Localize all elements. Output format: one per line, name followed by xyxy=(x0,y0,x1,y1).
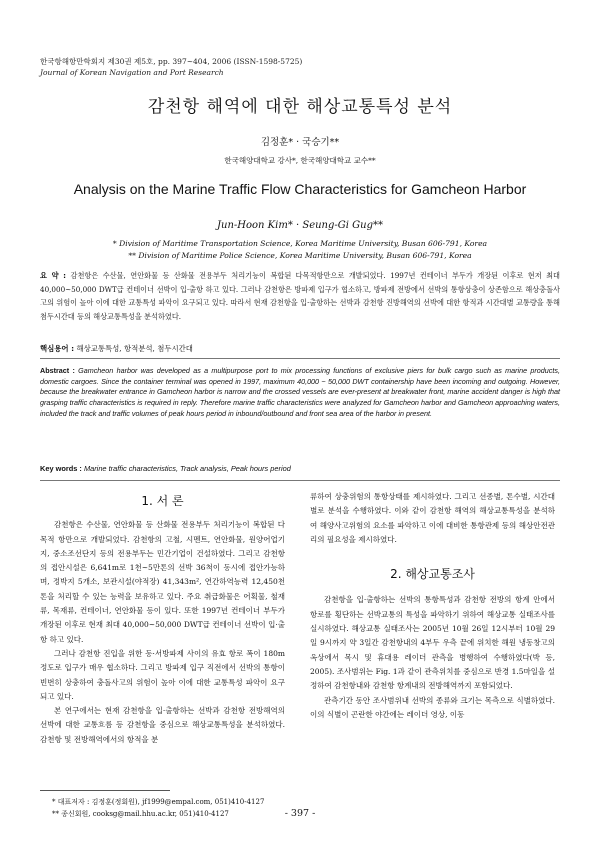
section-1-heading: 1. 서 론 xyxy=(141,494,184,508)
keywords-kr-label: 핵심용어 : xyxy=(40,344,75,353)
abstract-kr xyxy=(40,269,560,323)
affiliation-2: ** Division of Maritime Police Science, Korea Maritime University, Busan 606-791, Korea xyxy=(128,251,472,260)
left-column xyxy=(40,494,285,747)
paragraph: 그러나 감천항 진입을 위한 동·서방파제 사이의 유효 항로 폭이 180m 정도로 입구가 매우 협소하다. 그리고 방파제 입구 직전에서 선박의 통항이 빈번히 상충하여 충돌사고의 위험이 높아 이에 대한 교통특성 파악이 요구되고 있다. xyxy=(40,648,285,701)
section-2-heading: 2. 해상교통조사 xyxy=(390,567,475,582)
abstract-en-text: Gamcheon harbor was developed as a multipurpose port to mix processing functions of exclusive piers for bulk cargo such as marine products, domestic cargoes. Since the container terminal was opened in 1997, maximum 40,000 ~ 50,000 DWT containership have been incoming and outgoing. However, because the breakwater entrance in Gamcheon harbor is narrow and the crossed vessels are ever-present at breakwater front, marine accident danger is high that grasping traffic characteristics is required in reply. Therefore marine traffic characteristics were analyzed for Gamcheon harbor and Gamcheon approaching waters, included the track and traffic volumes of peak hours period in inbound/outbound and front sea area of the harbor in present. xyxy=(40,366,560,418)
journal-header xyxy=(40,56,302,78)
footnote-divider xyxy=(40,790,170,791)
keywords-en-label: Key words : xyxy=(40,464,82,473)
keywords-kr xyxy=(40,343,193,354)
keywords-kr-text: 해상교통특성, 항적분석, 첨두시간대 xyxy=(76,344,193,353)
journal-name-en: Journal of Korean Navigation and Port Research xyxy=(40,68,224,77)
paper-title-en: Analysis on the Marine Traffic Flow Characteristics for Gamcheon Harbor xyxy=(73,181,527,197)
affiliations-kr: 한국해양대학교 강사*, 한국해양대학교 교수** xyxy=(224,156,376,165)
keywords-en xyxy=(40,464,291,473)
authors-en: Jun-Hoon Kim* · Seung-Gi Gug** xyxy=(217,220,383,231)
keywords-en-text: Marine traffic characteristics, Track analysis, Peak hours period xyxy=(83,464,291,473)
paragraph: 본 연구에서는 현재 감천항을 입·출항하는 선박과 감천항 전방해역의 선박에 대한 교통흐름 등 감천항을 중심으로 해상교통특성을 분석하였다. 감천항 및 전방해역에서의 항적을 분 xyxy=(40,706,285,744)
abstract-kr-label: 요 약 : xyxy=(40,271,67,280)
divider xyxy=(40,480,560,481)
footnote-2: ** 종신회원, cooksg@mail.hhu.ac.kr, 051)410-4127 xyxy=(52,810,229,818)
authors-kr: 김정훈* · 국승기** xyxy=(260,137,340,148)
footnote-1: * 대표저자 : 김정훈(정회원), jf1999@empal.com, 051)410-4127 xyxy=(52,798,265,806)
paragraph: 관측기간 동안 조사범위내 선박의 종류와 크기는 목측으로 식별하였다. 이의 식별이 곤란한 야간에는 레이더 영상, 이동 xyxy=(310,695,555,719)
abstract-en xyxy=(40,366,560,420)
abstract-kr-text: 감천항은 수산물, 연안화물 등 산화물 전용부두 처리기능이 복합된 다목적항만으로 개발되었다. 1997년 컨테이너 부두가 개장된 이후로 현저 최대 40,000~50,000 DWT급 컨테이너 선박이 입·출항 하고 있다. 그러나 감천항은 방파제 입구가 협소하고, 방파제 전방에서 선박의 통항상충이 상존함으로 해상충돌사고의 위험이 높아 이에 대한 교통특성 파악이 요구되고 있다. 따라서 현재 감천항을 입·출항하는 선박과 감천항 진방해역의 선박에 대한 항적과 시간대별 교통량을 통해 첨두시간대 등의 해상교통특성을 분석하였다. xyxy=(40,271,560,321)
affiliation-1: * Division of Maritime Transportation Science, Korea Maritime University, Busan 606-791, Korea xyxy=(112,239,488,248)
affiliations-en xyxy=(0,238,600,262)
abstract-en-label: Abstract : xyxy=(40,366,75,375)
right-column xyxy=(310,490,555,722)
paragraph-continuation: 류하여 상충위험의 통항상태를 제시하였다. 그리고 선종별, 톤수별, 시간대별로 분석을 수행하였다. 이와 같이 감천항 해역의 해상교통특성을 분석하여 해양사고위험의 요소를 파악하고 이에 대비한 통항관제 등의 해상안전관리의 필요성을 제시하였다. xyxy=(310,492,555,544)
paragraph: 감천항은 수산물, 연안화물 등 산화물 전용부두 처리기능이 복합된 다목적 항만으로 개발되었다. 감천항의 고철, 시멘트, 연안화물, 원양어업기지, 중소조선단지 등의 전용부두는 민간기업이 건설하였다. 그리고 감천항의 접안시설은 6,641m로 1천~5만톤의 선박 36척이 동시에 접안가능하며, 정박지 5개소, 보관시설(야적장) 41,343m², 연간하역능력 12,450천톤을 처리할 수 있는 능력을 보유하고 있다. 주요 취급화물은 어획물, 철재류, 목재류, 컨테이너, 연안화물 등이 있다. 또한 1997년 컨테이너 부두가 개장된 이후로 현재 최대 40,000~50,000 DWT급 컨테이너 선박이 입·출항 하고 있다. xyxy=(40,520,285,644)
paragraph: 감천항을 입·출항하는 선박의 통항특성과 감천항 전방의 항계 안에서 항로를 횡단하는 선박교통의 특성을 파악하기 위하여 해상교통 실태조사를 실시하였다. 해상교통 실태조사는 2005년 10월 26일 12시부터 10월 29일 9시까지 약 3일간 감천항내의 4부두 우측 끝에 위치한 해원 냉동창고의 옥상에서 목시 및 휴대용 레이더 관측을 병행하여 수행하였다(박 등, 2005). 조사범위는 Fig. 1과 같이 관측위치를 중심으로 반경 1.5마일을 설정하여 감천항내와 감천항 항계내의 전방해역까지 포함되었다. xyxy=(310,595,555,691)
paper-title-kr: 감천항 해역에 대한 해상교통특성 분석 xyxy=(147,97,453,117)
divider xyxy=(40,358,560,359)
page-number: - 397 - xyxy=(284,808,316,819)
journal-citation-kr: 한국항해항만학회지 제30권 제5호, pp. 397~404, 2006 (ISSN-1598-5725) xyxy=(40,57,303,66)
